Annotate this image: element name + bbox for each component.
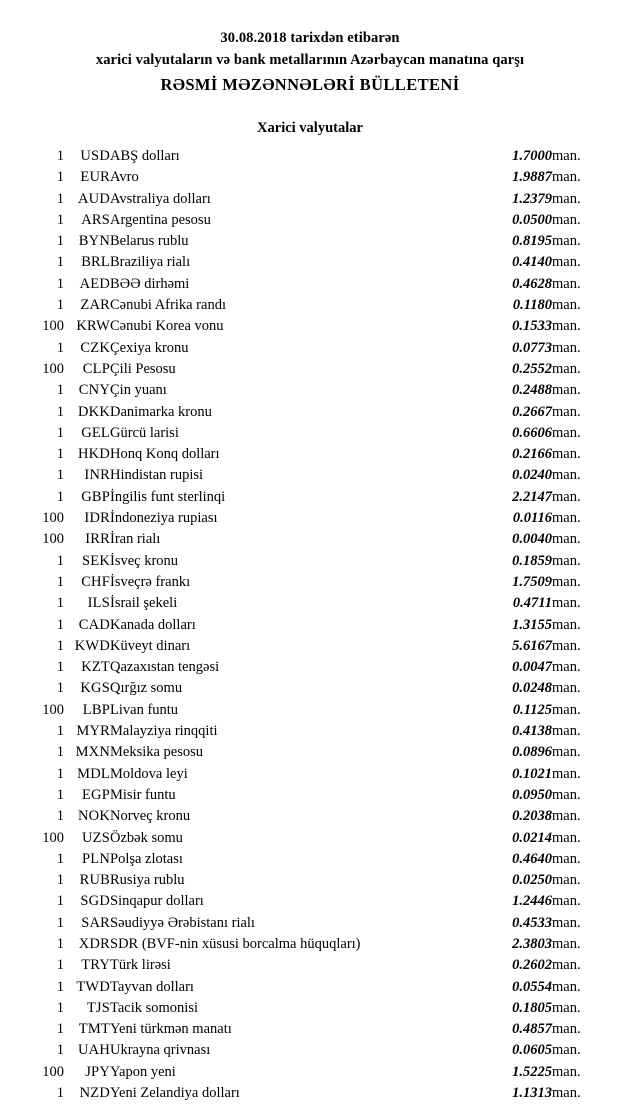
currency-code: KGS: [80, 680, 110, 697]
currency-quantity: 1: [56, 211, 64, 228]
currency-rate-unit: man.: [552, 616, 581, 633]
currency-name: Braziliya rialı: [110, 254, 191, 271]
table-row: [22, 742, 598, 763]
currency-quantity: 100: [42, 531, 64, 548]
currency-name: Hindistan rupisi: [110, 467, 204, 484]
currency-quantity: 1: [56, 850, 64, 867]
currency-quantity: 100: [42, 510, 64, 527]
currency-code: USD: [80, 148, 110, 164]
currency-code: CHF: [81, 573, 110, 590]
currency-rate-unit: man.: [552, 339, 581, 356]
currency-quantity: 1: [56, 467, 64, 484]
currency-quantity: 100: [42, 318, 64, 335]
currency-code: IRR: [85, 531, 110, 548]
currency-name: Özbək somu: [110, 829, 183, 846]
currency-name: Belarus rublu: [110, 233, 189, 250]
currency-rate-value: 0.8195: [512, 233, 552, 250]
currency-code: ILS: [87, 595, 110, 612]
table-row: [22, 487, 598, 508]
currency-name: Misir funtu: [110, 786, 176, 803]
currency-quantity: 1: [56, 148, 64, 164]
currency-quantity: 1: [56, 765, 64, 782]
table-row: [22, 870, 598, 891]
currency-rate-unit: man.: [552, 148, 581, 164]
currency-code: CAD: [78, 616, 110, 633]
table-row: [22, 657, 598, 678]
currency-rate-value: 0.0116: [512, 510, 552, 527]
currency-rate-unit: man.: [552, 1085, 581, 1102]
currency-name: Danimarka kronu: [110, 403, 212, 420]
table-row: [22, 465, 598, 486]
currency-code: UAH: [77, 1042, 110, 1059]
currency-code: RUB: [79, 872, 110, 889]
currency-name: Malayziya rinqqiti: [110, 723, 218, 740]
currency-code: MDL: [77, 765, 110, 782]
currency-rate-unit: man.: [552, 786, 581, 803]
currency-code: NZD: [79, 1085, 110, 1102]
currency-quantity: 1: [56, 893, 64, 910]
currency-name: Gürcü larisi: [110, 424, 179, 441]
table-row: [22, 700, 598, 721]
currency-rate-value: 0.0040: [512, 531, 552, 548]
currency-rate-unit: man.: [552, 893, 581, 910]
currency-name: Avstraliya dolları: [110, 190, 211, 207]
currency-name: BƏƏ dirhəmi: [110, 275, 190, 292]
header-subtitle-line: xarici valyutaların və bank metallarının Azərbaycan manatına qarşı: [95, 52, 525, 68]
currency-quantity: 1: [56, 339, 64, 356]
table-row: [22, 913, 598, 934]
currency-rate-unit: man.: [552, 211, 581, 228]
currency-rate-value: 2.2147: [512, 488, 552, 505]
currency-rate-value: 0.2488: [512, 382, 552, 399]
table-row: [22, 828, 598, 849]
currency-name: Honq Konq dolları: [110, 446, 220, 463]
currency-rate-value: 0.4628: [512, 275, 552, 292]
currency-code: SGD: [80, 893, 110, 910]
currency-quantity: 1: [56, 169, 64, 186]
currency-rate-unit: man.: [552, 744, 581, 761]
table-row: [22, 231, 598, 252]
currency-rate-value: 0.0240: [512, 467, 552, 484]
table-row: [22, 998, 598, 1019]
currency-name: Ukrayna qrivnası: [110, 1042, 211, 1059]
table-row: [22, 295, 598, 316]
currency-name: Türk lirəsi: [110, 957, 171, 974]
currency-rate-unit: man.: [552, 999, 581, 1016]
currency-rate-value: 0.0214: [512, 829, 552, 846]
currency-quantity: 1: [56, 659, 64, 676]
currency-rate-unit: man.: [552, 275, 581, 292]
currency-rate-value: 0.2038: [512, 808, 552, 825]
currency-rate-unit: man.: [552, 637, 581, 654]
currency-code: TJS: [86, 999, 110, 1016]
currency-rate-value: 1.7000: [512, 148, 552, 164]
currency-code: INR: [84, 467, 110, 484]
currency-code: CLP: [82, 360, 110, 377]
table-row: [22, 764, 598, 785]
currency-code: XDR: [78, 935, 110, 952]
currency-quantity: 100: [42, 829, 64, 846]
section-title-foreign-currencies: Xarici valyutalar: [257, 120, 363, 136]
currency-rate-unit: man.: [552, 467, 581, 484]
currency-rate-unit: man.: [552, 723, 581, 740]
header-date-line: 30.08.2018 tarixdən etibarən: [220, 30, 400, 46]
currency-rate-unit: man.: [552, 573, 581, 590]
table-row: [22, 721, 598, 742]
table-row: [22, 1062, 598, 1083]
currency-rate-unit: man.: [552, 914, 581, 931]
table-row: [22, 210, 598, 231]
currency-code: EUR: [80, 169, 110, 186]
table-row: [22, 252, 598, 273]
currency-name: Çexiya kronu: [110, 339, 189, 356]
currency-code: IDR: [84, 510, 110, 527]
currency-name: ABŞ dolları: [110, 148, 180, 164]
currency-rate-unit: man.: [552, 978, 581, 995]
currency-code: CZK: [80, 339, 110, 356]
currency-rate-unit: man.: [552, 233, 581, 250]
table-row: [22, 359, 598, 380]
table-row: [22, 1040, 598, 1061]
table-row: [22, 934, 598, 955]
table-row: [22, 955, 598, 976]
currency-name: Yeni türkmən manatı: [110, 1021, 232, 1038]
table-row: [22, 189, 598, 210]
currency-rate-value: 0.0554: [512, 978, 552, 995]
table-row: [22, 615, 598, 636]
currency-rate-unit: man.: [552, 829, 581, 846]
currency-rate-value: 1.5225: [512, 1063, 552, 1080]
table-row: [22, 316, 598, 337]
currency-quantity: 1: [56, 233, 64, 250]
currency-name: Argentina pesosu: [110, 211, 211, 228]
currency-rate-value: 0.4640: [512, 850, 552, 867]
table-row: [22, 338, 598, 359]
currency-rate-unit: man.: [552, 510, 581, 527]
currency-code: JPY: [85, 1063, 110, 1080]
currency-rate-value: 5.6167: [512, 637, 552, 654]
currency-quantity: 1: [56, 616, 64, 633]
currency-rate-value: 0.2602: [512, 957, 552, 974]
currency-name: Polşa zlotası: [110, 850, 183, 867]
currency-rate-unit: man.: [552, 935, 581, 952]
currency-rate-unit: man.: [552, 488, 581, 505]
table-row: [22, 636, 598, 657]
table-row: [22, 508, 598, 529]
currency-quantity: 100: [42, 1063, 64, 1080]
currency-name: Sinqapur dolları: [110, 893, 204, 910]
table-row: [22, 444, 598, 465]
currency-rate-unit: man.: [552, 1063, 581, 1080]
currency-name: İran rialı: [110, 531, 161, 548]
currency-rate-unit: man.: [552, 382, 581, 399]
currency-quantity: 1: [56, 424, 64, 441]
currency-rate-value: 1.2379: [512, 190, 552, 207]
currency-quantity: 1: [56, 1085, 64, 1102]
currency-name: Yapon yeni: [110, 1063, 176, 1080]
currency-quantity: 1: [56, 935, 64, 952]
currency-rate-value: 0.0250: [512, 872, 552, 889]
currency-rate-unit: man.: [552, 957, 581, 974]
currency-quantity: 1: [56, 914, 64, 931]
table-row: [22, 806, 598, 827]
currency-code: BYN: [78, 233, 110, 250]
currency-rate-unit: man.: [552, 808, 581, 825]
currency-rate-value: 1.9887: [512, 169, 552, 186]
currency-name: Cənubi Afrika randı: [110, 297, 226, 314]
currency-rate-unit: man.: [552, 318, 581, 335]
currency-rate-value: 0.1180: [512, 297, 552, 314]
table-row: [22, 678, 598, 699]
currency-rate-unit: man.: [552, 446, 581, 463]
table-row: [22, 572, 598, 593]
exchange-rates-body: [22, 146, 598, 1104]
currency-rate-value: 0.0950: [512, 786, 552, 803]
currency-quantity: 100: [42, 701, 64, 718]
currency-rate-unit: man.: [552, 680, 581, 697]
currency-quantity: 1: [56, 297, 64, 314]
currency-name: Norveç kronu: [110, 808, 191, 825]
table-row: [22, 891, 598, 912]
currency-name: Çin yuanı: [110, 382, 167, 399]
currency-code: GBP: [81, 488, 110, 505]
currency-name: Meksika pesosu: [110, 744, 204, 761]
currency-rate-value: 0.4533: [512, 914, 552, 931]
currency-code: KWD: [74, 637, 110, 654]
currency-quantity: 1: [56, 254, 64, 271]
table-row: [22, 1083, 598, 1104]
document-header: [22, 30, 598, 95]
currency-quantity: 1: [56, 595, 64, 612]
currency-code: NOK: [77, 808, 110, 825]
currency-rate-unit: man.: [552, 169, 581, 186]
currency-code: GEL: [81, 424, 110, 441]
currency-code: EGP: [82, 786, 110, 803]
table-row: [22, 423, 598, 444]
currency-rate-unit: man.: [552, 765, 581, 782]
currency-code: AUD: [77, 190, 110, 207]
currency-name: Küveyt dinarı: [110, 637, 191, 654]
currency-code: MXN: [75, 744, 110, 761]
table-row: [22, 529, 598, 550]
currency-rate-unit: man.: [552, 297, 581, 314]
table-row: [22, 593, 598, 614]
currency-rate-unit: man.: [552, 850, 581, 867]
currency-name: Cənubi Korea vonu: [110, 318, 224, 335]
currency-name: Rusiya rublu: [110, 872, 185, 889]
currency-name: Livan funtu: [110, 701, 179, 718]
currency-quantity: 1: [56, 957, 64, 974]
currency-name: SDR (BVF-nin xüsusi borcalma hüquqları): [110, 935, 361, 952]
currency-name: İndoneziya rupiası: [110, 510, 218, 527]
currency-rate-unit: man.: [552, 595, 581, 612]
currency-rate-unit: man.: [552, 659, 581, 676]
currency-name: İngilis funt sterlinqi: [110, 488, 226, 505]
table-row: [22, 274, 598, 295]
currency-rate-unit: man.: [552, 701, 581, 718]
currency-rate-value: 0.6606: [512, 424, 552, 441]
currency-code: LBP: [82, 701, 110, 718]
currency-code: HKD: [77, 446, 110, 463]
currency-rate-unit: man.: [552, 1042, 581, 1059]
table-row: [22, 402, 598, 423]
currency-rate-value: 0.2667: [512, 403, 552, 420]
currency-rate-value: 0.0773: [512, 339, 552, 356]
currency-name: Səudiyyə Ərəbistanı rialı: [110, 914, 255, 931]
table-row: [22, 146, 598, 167]
currency-quantity: 1: [56, 382, 64, 399]
currency-rate-value: 0.4711: [512, 595, 552, 612]
currency-rate-value: 0.2166: [512, 446, 552, 463]
currency-code: ZAR: [80, 297, 110, 314]
currency-name: İsveç kronu: [110, 552, 179, 569]
currency-code: KRW: [76, 318, 110, 335]
currency-rate-unit: man.: [552, 552, 581, 569]
currency-quantity: 1: [56, 744, 64, 761]
currency-name: Kanada dolları: [110, 616, 196, 633]
currency-name: İsrail şekeli: [110, 595, 178, 612]
currency-quantity: 1: [56, 488, 64, 505]
currency-rate-value: 0.0500: [512, 211, 552, 228]
currency-code: BRL: [81, 254, 110, 271]
currency-rate-value: 1.1313: [512, 1085, 552, 1102]
currency-rate-unit: man.: [552, 403, 581, 420]
currency-rate-unit: man.: [552, 254, 581, 271]
exchange-rates-table: [22, 146, 598, 1104]
table-row: [22, 1019, 598, 1040]
currency-quantity: 1: [56, 573, 64, 590]
currency-code: KZT: [81, 659, 110, 676]
currency-quantity: 100: [42, 360, 64, 377]
currency-rate-value: 0.1125: [512, 701, 552, 718]
currency-code: CNY: [78, 382, 110, 399]
currency-name: Çili Pesosu: [110, 360, 176, 377]
currency-rate-value: 0.0896: [512, 744, 552, 761]
currency-rate-value: 0.2552: [512, 360, 552, 377]
currency-rate-value: 1.2446: [512, 893, 552, 910]
currency-rate-unit: man.: [552, 1021, 581, 1038]
currency-quantity: 1: [56, 446, 64, 463]
table-row: [22, 551, 598, 572]
currency-quantity: 1: [56, 786, 64, 803]
currency-name: Avro: [110, 169, 139, 186]
currency-quantity: 1: [56, 552, 64, 569]
currency-name: Moldova leyi: [110, 765, 188, 782]
table-row: [22, 380, 598, 401]
currency-quantity: 1: [56, 403, 64, 420]
currency-rate-value: 0.0248: [512, 680, 552, 697]
currency-quantity: 1: [56, 1021, 64, 1038]
currency-code: UZS: [82, 829, 110, 846]
currency-rate-value: 2.3803: [512, 935, 552, 952]
currency-name: Yeni Zelandiya dolları: [110, 1085, 240, 1102]
currency-quantity: 1: [56, 808, 64, 825]
currency-rate-unit: man.: [552, 360, 581, 377]
currency-code: AED: [79, 275, 110, 292]
currency-rate-value: 1.3155: [512, 616, 552, 633]
currency-quantity: 1: [56, 723, 64, 740]
table-row: [22, 167, 598, 188]
currency-rate-value: 0.0605: [512, 1042, 552, 1059]
currency-quantity: 1: [56, 190, 64, 207]
currency-code: MYR: [76, 723, 110, 740]
currency-rate-value: 0.4138: [512, 723, 552, 740]
currency-rate-value: 0.1859: [512, 552, 552, 569]
currency-code: PLN: [82, 850, 110, 867]
currency-quantity: 1: [56, 978, 64, 995]
table-row: [22, 849, 598, 870]
currency-rate-value: 0.1533: [512, 318, 552, 335]
currency-rate-value: 0.1805: [512, 999, 552, 1016]
currency-code: TMT: [78, 1021, 110, 1038]
currency-name: İsveçrə frankı: [110, 573, 191, 590]
table-row: [22, 785, 598, 806]
header-title-line: RƏSMİ MƏZƏNNƏLƏRİ BÜLLETENİ: [160, 75, 460, 94]
currency-rate-unit: man.: [552, 190, 581, 207]
currency-rate-unit: man.: [552, 531, 581, 548]
currency-quantity: 1: [56, 275, 64, 292]
currency-code: TWD: [76, 978, 110, 995]
currency-quantity: 1: [56, 637, 64, 654]
currency-quantity: 1: [56, 872, 64, 889]
currency-rate-unit: man.: [552, 424, 581, 441]
currency-name: Tayvan dolları: [110, 978, 194, 995]
currency-rate-value: 0.4140: [512, 254, 552, 271]
currency-code: SAR: [81, 914, 110, 931]
currency-code: DKK: [77, 403, 110, 420]
currency-code: TRY: [81, 957, 110, 974]
currency-rate-value: 0.0047: [512, 659, 552, 676]
currency-name: Qazaxıstan tengəsi: [110, 659, 220, 676]
currency-rate-unit: man.: [552, 872, 581, 889]
currency-name: Qırğız somu: [110, 680, 183, 697]
table-row: [22, 977, 598, 998]
currency-rate-value: 0.4857: [512, 1021, 552, 1038]
currency-rate-value: 1.7509: [512, 573, 552, 590]
currency-name: Tacik somonisi: [110, 999, 198, 1016]
currency-quantity: 1: [56, 680, 64, 697]
currency-quantity: 1: [56, 1042, 64, 1059]
currency-quantity: 1: [56, 999, 64, 1016]
currency-code: ARS: [81, 211, 110, 228]
currency-rate-value: 0.1021: [512, 765, 552, 782]
currency-code: SEK: [82, 552, 110, 569]
